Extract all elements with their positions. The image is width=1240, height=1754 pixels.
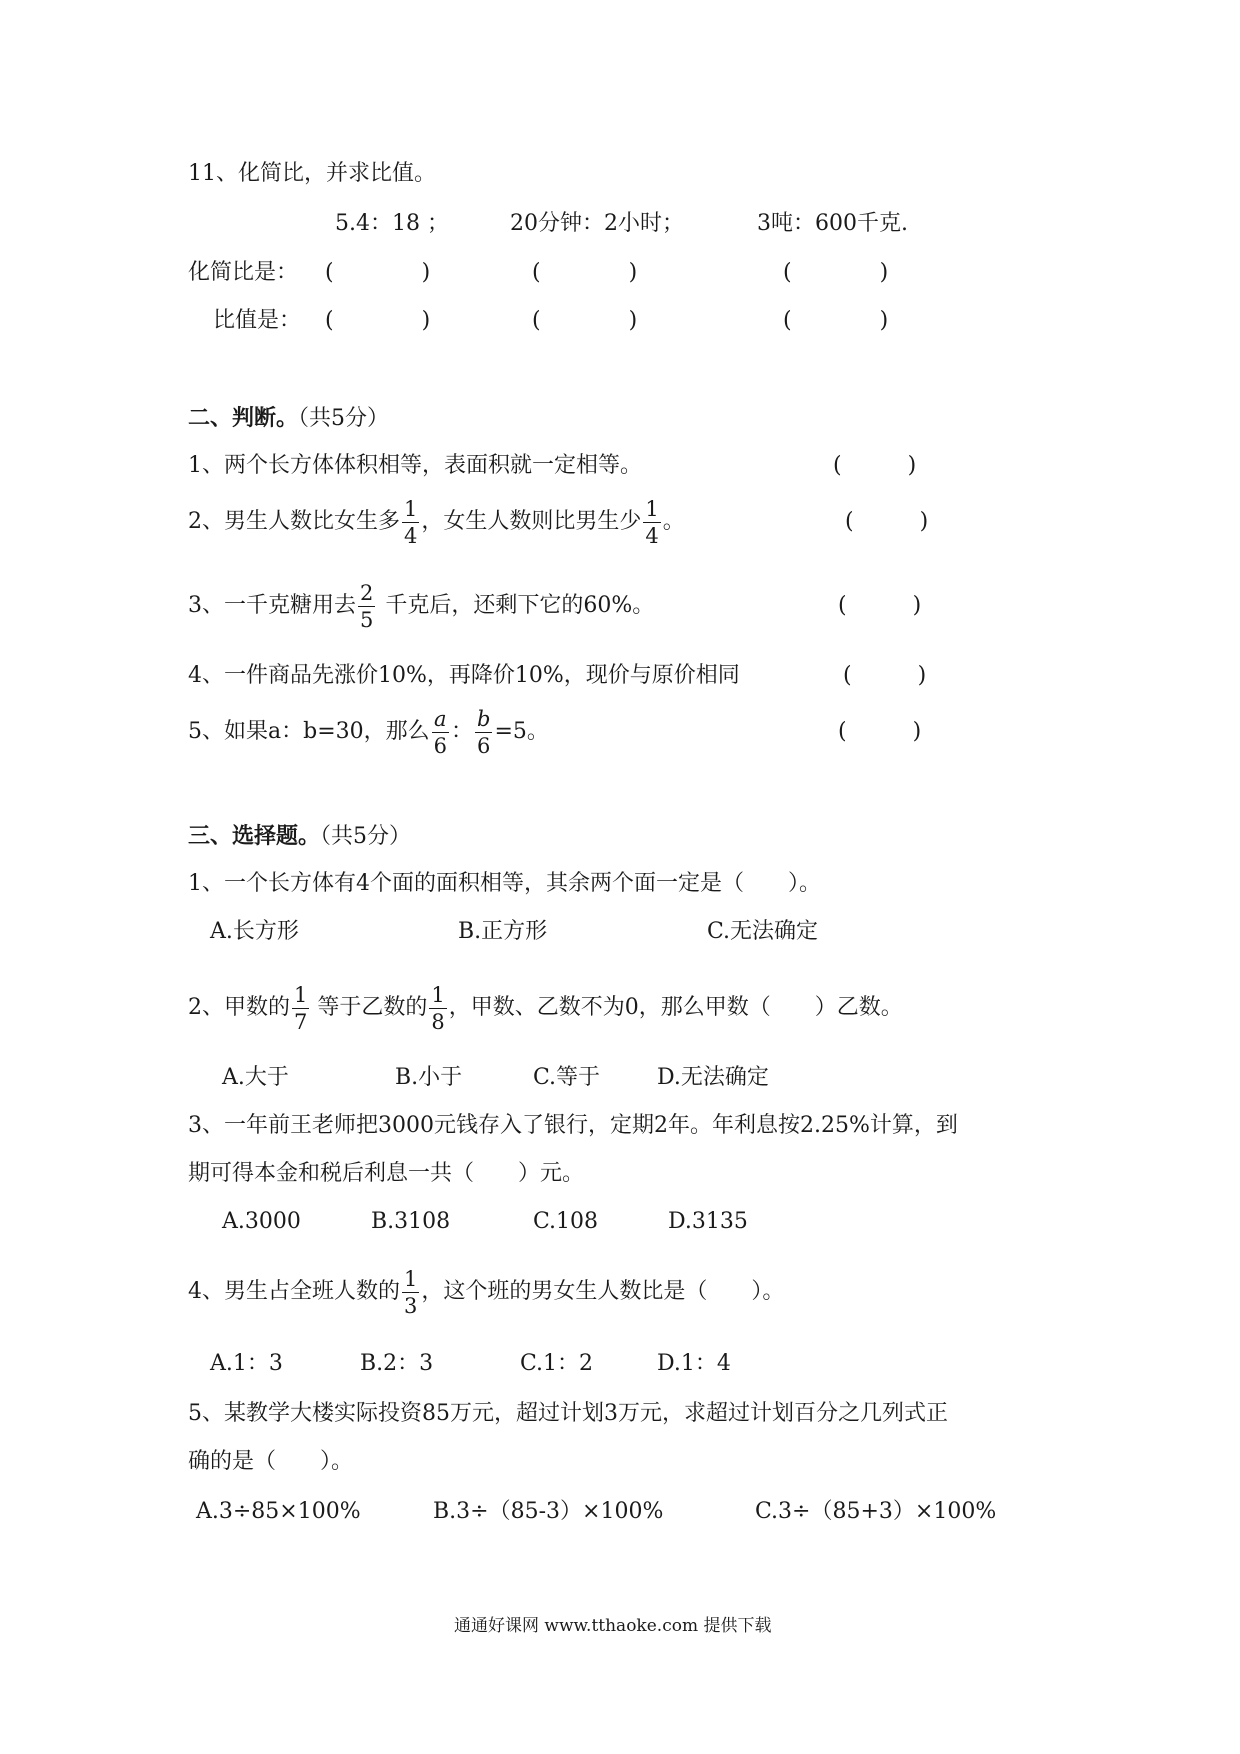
value-blank-2[interactable]: ( ) xyxy=(532,308,638,333)
choice-q2-option-a[interactable]: A.大于 xyxy=(222,1065,289,1090)
fraction-one-eighth xyxy=(429,982,446,1035)
fraction-one-seventh xyxy=(292,982,309,1035)
fraction-denominator: 3 xyxy=(404,1293,418,1318)
ratio-2: 20分钟：2小时； xyxy=(510,211,684,236)
fraction-denominator: 7 xyxy=(294,1009,308,1034)
fraction-numerator: a xyxy=(432,706,449,733)
choice-q3-option-c[interactable]: C.108 xyxy=(533,1209,599,1234)
judge-q3 xyxy=(188,576,654,636)
value-blank-1[interactable]: ( ) xyxy=(325,308,431,333)
section3-score: （共5分） xyxy=(320,824,412,849)
value-blank-3[interactable]: ( ) xyxy=(783,308,889,333)
fraction-numerator: 1 xyxy=(431,982,445,1007)
fraction-denominator: 4 xyxy=(404,523,418,548)
choice-q2-text-b: 等于乙数的 xyxy=(317,995,428,1020)
choice-q4 xyxy=(188,1262,784,1322)
judge-q3-text-a: 3、一千克糖用去 xyxy=(188,593,356,618)
choice-q3-option-d[interactable]: D.3135 xyxy=(668,1209,748,1234)
choice-q5-line2: 确的是（ ）。 xyxy=(188,1449,354,1474)
simplify-blank-1[interactable]: ( ) xyxy=(325,260,431,285)
judge-q2-blank[interactable]: ( ) xyxy=(845,509,929,534)
choice-q1-option-c[interactable]: C.无法确定 xyxy=(707,919,819,944)
fraction-numerator: 1 xyxy=(404,1266,418,1291)
judge-q2-text-c: 。 xyxy=(662,509,685,534)
choice-q3-option-a[interactable]: A.3000 xyxy=(222,1209,301,1234)
choice-q5-option-a[interactable]: A.3÷85×100% xyxy=(196,1499,361,1524)
judge-q5 xyxy=(188,702,549,762)
choice-q2-option-c[interactable]: C.等于 xyxy=(533,1065,601,1090)
fraction-denominator: 6 xyxy=(477,733,491,758)
fraction-one-quarter xyxy=(402,496,419,549)
choice-q5-line1: 5、某教学大楼实际投资85万元，超过计划3万元，求超过计划百分之几列式正 xyxy=(188,1401,948,1426)
footer-source: 通通好课网 www.tthaoke.com 提供下载 xyxy=(454,1616,772,1636)
ratio-1: 5.4：18 ； xyxy=(335,211,449,236)
judge-q1: 1、两个长方体体积相等，表面积就一定相等。 xyxy=(188,453,642,478)
choice-q5-option-c[interactable]: C.3÷（85+3）×100% xyxy=(755,1499,997,1524)
fraction-denominator: 5 xyxy=(360,607,374,632)
judge-q5-colon: ： xyxy=(451,719,474,744)
judge-q4: 4、一件商品先涨价10%，再降价10%，现价与原价相同 xyxy=(188,663,740,688)
section3-heading xyxy=(188,822,411,851)
section2-title: 二、判断。 xyxy=(188,405,299,431)
choice-q4-option-b[interactable]: B.2：3 xyxy=(360,1351,434,1376)
section3-title: 三、选择题。 xyxy=(188,823,321,849)
choice-q3-line1: 3、一年前王老师把3000元钱存入了银行，定期2年。年利息按2.25%计算，到 xyxy=(188,1113,958,1138)
section2-score: （共5分） xyxy=(298,406,390,431)
fraction-numerator: 2 xyxy=(360,580,374,605)
judge-q3-blank[interactable]: ( ) xyxy=(838,593,922,618)
judge-q3-text-b: 千克后，还剩下它的60%。 xyxy=(385,593,655,618)
judge-q5-text-b: =5。 xyxy=(494,719,549,744)
ratio-3: 3吨：600千克. xyxy=(757,211,908,236)
fraction-denominator: 6 xyxy=(433,733,447,758)
fraction-numerator: b xyxy=(477,706,491,731)
choice-q3-line2: 期可得本金和税后利息一共（ ）元。 xyxy=(188,1161,585,1186)
choice-q4-option-c[interactable]: C.1：2 xyxy=(520,1351,594,1376)
fraction-numerator: 1 xyxy=(294,982,308,1007)
judge-q5-text-a: 5、如果a：b=30，那么 xyxy=(188,719,430,744)
simplify-label: 化简比是： xyxy=(188,260,299,285)
choice-q3-option-b[interactable]: B.3108 xyxy=(371,1209,451,1234)
q11-title: 11、化简比，并求比值。 xyxy=(188,161,436,186)
choice-q2 xyxy=(188,978,903,1038)
choice-q2-option-b[interactable]: B.小于 xyxy=(395,1065,463,1090)
judge-q2 xyxy=(188,492,685,552)
judge-q1-blank[interactable]: ( ) xyxy=(833,453,917,478)
simplify-blank-2[interactable]: ( ) xyxy=(532,260,638,285)
choice-q1-option-a[interactable]: A.长方形 xyxy=(210,919,299,944)
fraction-a-over-6 xyxy=(432,706,449,759)
choice-q4-option-d[interactable]: D.1：4 xyxy=(657,1351,731,1376)
choice-q1: 1、一个长方体有4个面的面积相等，其余两个面一定是（ ）。 xyxy=(188,871,821,896)
judge-q5-blank[interactable]: ( ) xyxy=(838,719,922,744)
fraction-numerator: 1 xyxy=(645,496,659,521)
choice-q2-option-d[interactable]: D.无法确定 xyxy=(657,1065,769,1090)
fraction-one-third xyxy=(402,1266,419,1319)
choice-q4-text-a: 4、男生占全班人数的 xyxy=(188,1279,400,1304)
judge-q4-blank[interactable]: ( ) xyxy=(843,663,927,688)
fraction-b-over-6 xyxy=(475,706,492,759)
choice-q5-option-b[interactable]: B.3÷（85-3）×100% xyxy=(433,1499,664,1524)
choice-q4-text-b: ，这个班的男女生人数比是（ ）。 xyxy=(421,1279,785,1304)
fraction-numerator: 1 xyxy=(404,496,418,521)
value-label: 比值是： xyxy=(213,308,302,333)
section2-heading xyxy=(188,404,389,433)
simplify-blank-3[interactable]: ( ) xyxy=(783,260,889,285)
choice-q1-option-b[interactable]: B.正方形 xyxy=(458,919,548,944)
judge-q2-text-b: ，女生人数则比男生少 xyxy=(421,509,642,534)
fraction-one-quarter-2 xyxy=(643,496,660,549)
choice-q4-option-a[interactable]: A.1：3 xyxy=(210,1351,283,1376)
choice-q2-text-c: ，甲数、乙数不为0，那么甲数（ ）乙数。 xyxy=(448,995,903,1020)
choice-q2-text-a: 2、甲数的 xyxy=(188,995,290,1020)
judge-q2-text-a: 2、男生人数比女生多 xyxy=(188,509,400,534)
fraction-denominator: 8 xyxy=(431,1009,445,1034)
fraction-two-fifths xyxy=(358,580,375,633)
fraction-denominator: 4 xyxy=(645,523,659,548)
